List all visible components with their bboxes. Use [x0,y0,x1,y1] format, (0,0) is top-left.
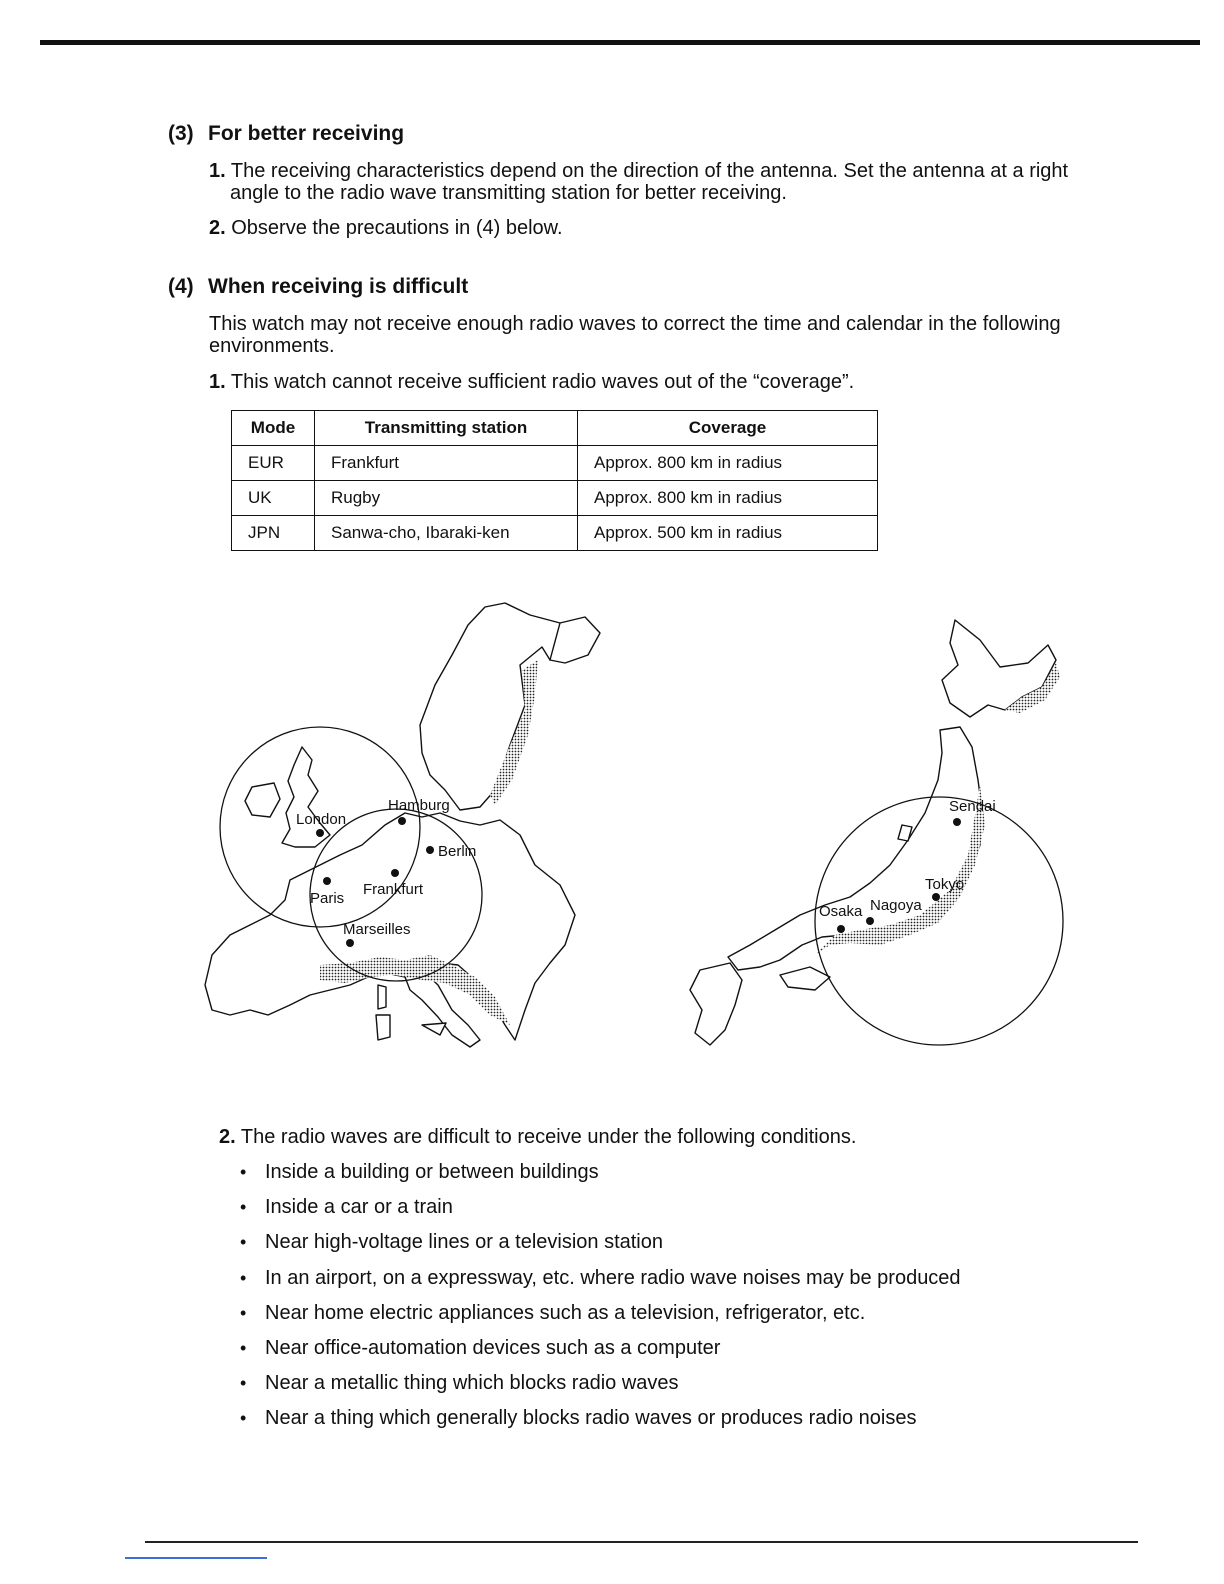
header-mode: Mode [232,411,315,446]
list-item [240,1302,961,1337]
condition-text: In an airport, on a expressway, etc. where radio wave noises may be produced [265,1266,961,1289]
city-label-frankfurt: Frankfurt [363,881,424,898]
section-4-number: (4) [168,275,194,298]
city-dot-osaka [837,925,845,933]
city-dot-nagoya [866,917,874,925]
city-label-osaka: Osaka [819,903,863,920]
condition-text: Near office-automation devices such as a computer [265,1336,721,1359]
section-4-item-2 [219,1126,856,1148]
list-item [240,1407,961,1442]
intro-line-1: This watch may not receive enough radio waves to correct the time and calendar in the following [209,313,1061,335]
section-4-item-1 [209,371,854,393]
city-dot-paris [323,877,331,885]
section-4-intro [209,313,1129,357]
header-station: Transmitting station [315,411,578,446]
japan-map [690,620,1063,1045]
item-text: The radio waves are difficult to receive under the following conditions. [240,1126,857,1148]
top-rule [40,40,1200,45]
conditions-list [240,1161,961,1443]
bullet-icon: • [240,1162,247,1182]
ireland [245,783,280,817]
condition-text: Near home electric appliances such as a television, refrigerator, etc. [265,1301,866,1324]
city-label-marseilles: Marseilles [343,921,411,938]
table-row [232,446,878,481]
europe-map [205,603,600,1047]
cell-mode: JPN [232,516,315,551]
intro-line-2: environments. [209,335,335,357]
city-label-nagoya: Nagoya [870,897,922,914]
cell-coverage: Approx. 500 km in radius [578,516,878,551]
section-3-item-2 [209,217,563,239]
sardinia [376,1015,390,1040]
item-number: 2. [219,1126,236,1148]
cell-station: Rugby [315,481,578,516]
city-label-sendai: Sendai [949,798,996,815]
coverage-maps [190,585,1090,1075]
bullet-icon: • [240,1373,247,1394]
section-3-heading [168,122,404,146]
city-label-tokyo: Tokyo [925,876,965,893]
cell-coverage: Approx. 800 km in radius [578,481,878,516]
bullet-icon: • [240,1267,247,1288]
list-item [240,1267,961,1302]
city-dot-sendai [953,818,961,826]
sicily [422,1023,446,1035]
city-label-london: London [296,811,347,828]
shikoku [780,967,830,990]
list-item [240,1372,961,1407]
item-text-continued: angle to the radio wave transmitting station for better receiving. [230,182,787,204]
section-4-title: When receiving is difficult [208,275,469,298]
city-dot-tokyo [932,893,940,901]
city-dot-london [316,829,324,837]
bullet-icon: • [240,1337,247,1358]
list-item [240,1231,961,1266]
corsica [378,985,386,1009]
city-label-berlin: Berlin [438,843,477,860]
bullet-icon: • [240,1302,247,1323]
cell-station: Sanwa-cho, Ibaraki-ken [315,516,578,551]
table-header-row [232,411,878,446]
section-3-number: (3) [168,122,194,145]
cell-mode: EUR [232,446,315,481]
page-link-underline[interactable] [125,1557,267,1559]
item-number: 1. [209,371,226,393]
table-row [232,516,878,551]
city-dot-frankfurt [391,869,399,877]
city-dot-hamburg [398,817,406,825]
list-item [240,1196,961,1231]
city-dot-berlin [426,846,434,854]
item-number: 2. [209,217,226,239]
item-text: Observe the precautions in (4) below. [231,217,563,239]
item-number: 1. [209,160,226,182]
condition-text: Near high-voltage lines or a television station [265,1231,663,1254]
header-coverage: Coverage [578,411,878,446]
bullet-icon: • [240,1232,247,1253]
bullet-icon: • [240,1197,247,1218]
cell-coverage: Approx. 800 km in radius [578,446,878,481]
condition-text: Inside a car or a train [265,1196,453,1219]
bottom-rule [145,1541,1138,1543]
cell-station: Frankfurt [315,446,578,481]
cell-mode: UK [232,481,315,516]
condition-text: Inside a building or between buildings [265,1161,599,1183]
scandinavia-landmass [420,603,568,810]
condition-text: Near a metallic thing which blocks radio waves [265,1372,679,1395]
city-label-paris: Paris [310,890,345,907]
section-3-item-1 [209,160,1129,204]
bullet-icon: • [240,1408,247,1429]
condition-text: Near a thing which generally blocks radio waves or produces radio noises [265,1407,917,1430]
item-text: The receiving characteristics depend on the direction of the antenna. Set the antenna at a right [230,160,1069,182]
list-item [240,1337,961,1372]
city-label-hamburg: Hamburg [388,797,450,814]
table-row [232,481,878,516]
list-item [240,1161,961,1196]
item-text: This watch cannot receive sufficient radio waves out of the “coverage”. [230,371,855,393]
kyushu [690,963,742,1045]
station-table [231,410,878,551]
section-3-title: For better receiving [208,122,405,145]
section-4-heading [168,275,468,299]
city-dot-marseilles [346,939,354,947]
